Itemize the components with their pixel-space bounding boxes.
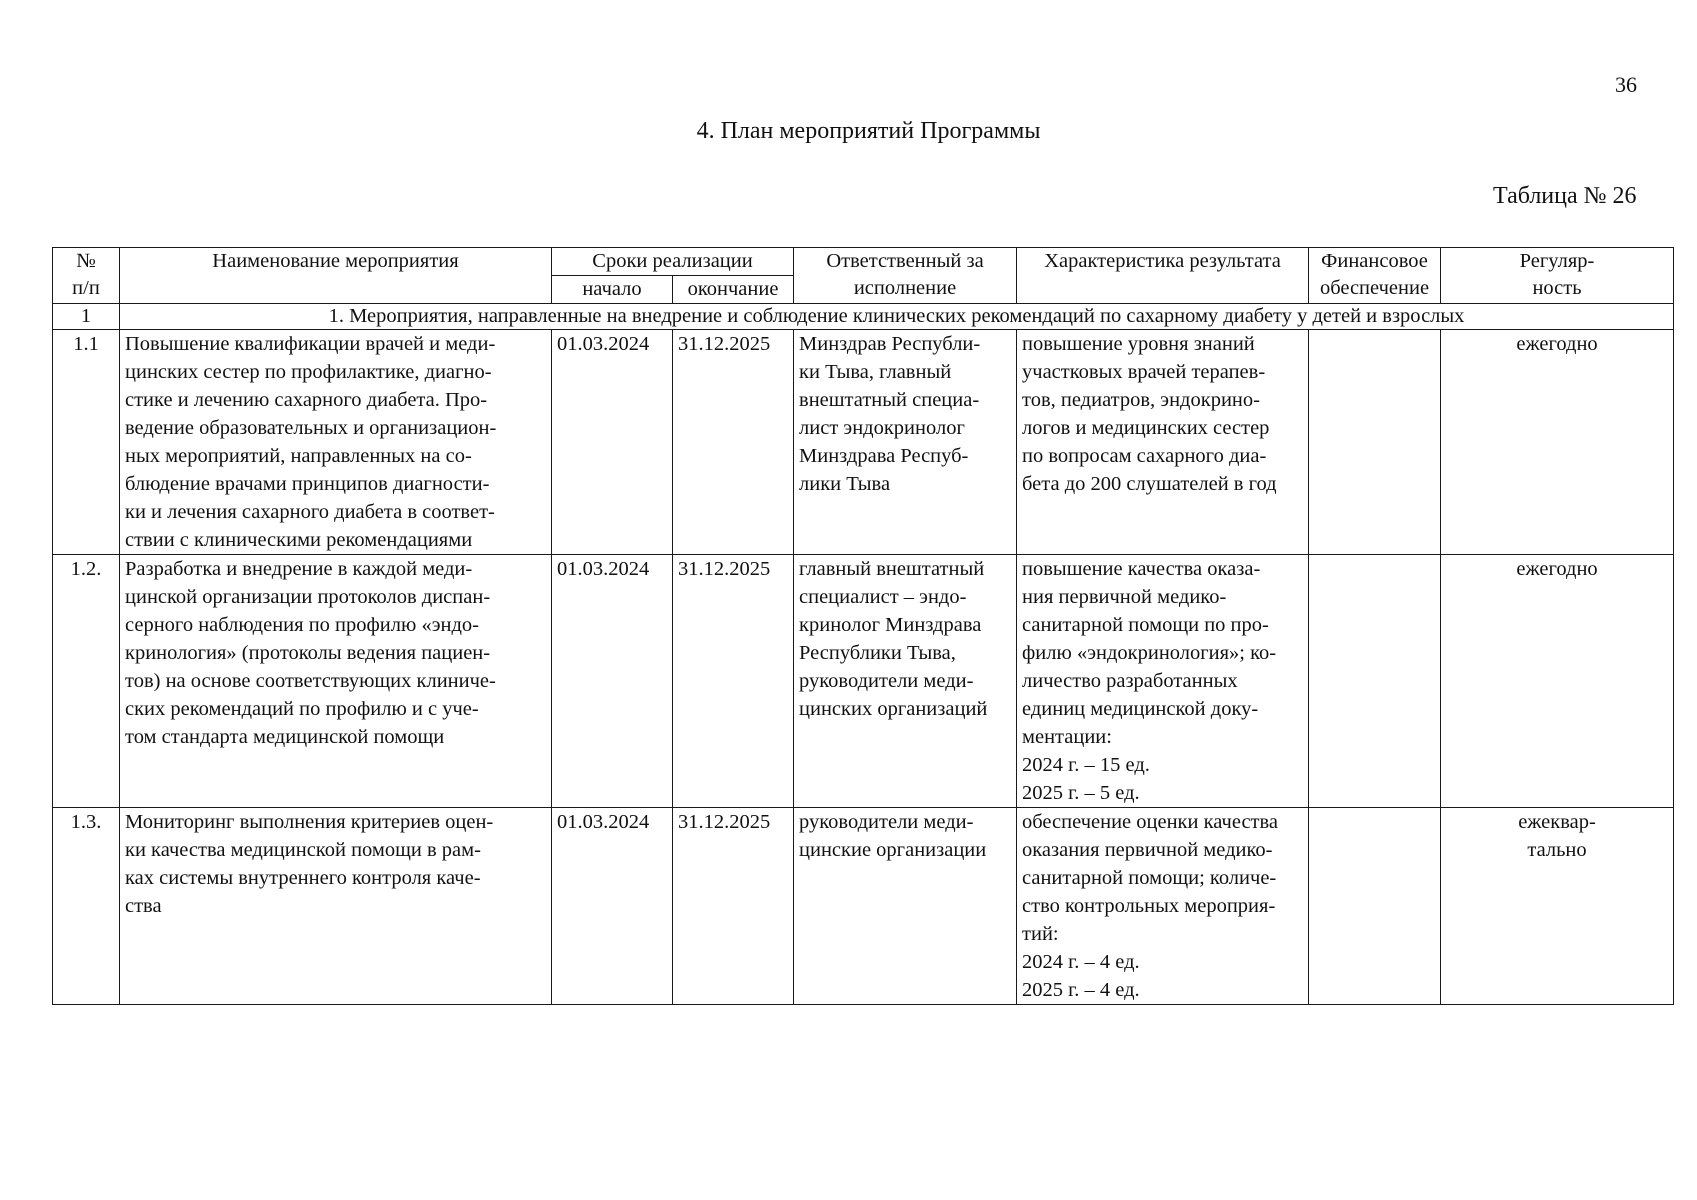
- row-responsible: Минздрав Республи- ки Тыва, главный внештатный специа- лист эндокринолог Минздрава Респуб- лики Тыва: [794, 330, 1017, 555]
- row-finance: [1309, 808, 1441, 1005]
- header-regularity: Регуляр- ность: [1441, 248, 1674, 304]
- header-end: окончание: [673, 276, 794, 304]
- row-end-date: 31.12.2025: [673, 808, 794, 1005]
- row-start-date: 01.03.2024: [552, 555, 673, 808]
- row-regularity: ежегодно: [1441, 330, 1674, 555]
- header-start: начало: [552, 276, 673, 304]
- header-num: № п/п: [53, 248, 120, 304]
- header-terms: Сроки реализации: [552, 248, 794, 276]
- row-finance: [1309, 555, 1441, 808]
- row-result: повышение качества оказа- ния первичной медико- санитарной помощи по про- филю «эндокринология»; ко- личество разработанных единиц медицинской доку- ментации: 2024 г. – 15 ед. 2025 г. – 5 ед.: [1017, 555, 1309, 808]
- page-number: 36: [1615, 72, 1637, 97]
- row-num: 1.3.: [53, 808, 120, 1005]
- table-row: [53, 808, 1674, 1005]
- table-row: [53, 330, 1674, 555]
- row-num: 1.1: [53, 330, 120, 555]
- section-title-cell: 1. Мероприятия, направленные на внедрение и соблюдение клинических рекомендаций по сахарному диабету у детей и взрослых: [120, 304, 1674, 330]
- row-responsible: руководители меди- цинские организации: [794, 808, 1017, 1005]
- row-name: Разработка и внедрение в каждой меди- цинской организации протоколов диспан- серного наблюдения по профилю «эндо- кринология» (протоколы ведения пациен- тов) на основе соответствующих клиниче- ских рекомендаций по профилю и с уче- том стандарта медицинской помощи: [120, 555, 552, 808]
- row-num: 1.2.: [53, 555, 120, 808]
- header-row: [53, 248, 1674, 276]
- row-result: обеспечение оценки качества оказания первичной медико- санитарной помощи; количе- ство контрольных мероприя- тий: 2024 г. – 4 ед. 2025 г. – 4 ед.: [1017, 808, 1309, 1005]
- row-name: Повышение квалификации врачей и меди- цинских сестер по профилактике, диагно- стике и лечению сахарного диабета. Про- ведение образовательных и организацион- ных мероприятий, направленных на со- блюдение врачами принципов диагности- ки и лечения сахарного диабета в соответ- ствии с клиническими рекомендациями: [120, 330, 552, 555]
- header-finance: Финансовое обеспечение: [1309, 248, 1441, 304]
- row-end-date: 31.12.2025: [673, 555, 794, 808]
- section-row: [53, 304, 1674, 330]
- row-start-date: 01.03.2024: [552, 330, 673, 555]
- row-end-date: 31.12.2025: [673, 330, 794, 555]
- row-regularity: ежегодно: [1441, 555, 1674, 808]
- header-name: Наименование мероприятия: [120, 248, 552, 304]
- row-name: Мониторинг выполнения критериев оцен- ки качества медицинской помощи в рам- ках системы внутреннего контроля каче- ства: [120, 808, 552, 1005]
- row-finance: [1309, 330, 1441, 555]
- header-result: Характеристика результата: [1017, 248, 1309, 304]
- section-title: 4. План мероприятий Программы: [696, 118, 1041, 144]
- header-responsible: Ответственный за исполнение: [794, 248, 1017, 304]
- row-start-date: 01.03.2024: [552, 808, 673, 1005]
- action-plan-table: [52, 247, 1674, 1005]
- row-responsible: главный внештатный специалист – эндо- кринолог Минздрава Республики Тыва, руководители меди- цинских организаций: [794, 555, 1017, 808]
- table-caption: Таблица № 26: [1493, 183, 1637, 209]
- row-regularity: ежеквар- тально: [1441, 808, 1674, 1005]
- row-result: повышение уровня знаний участковых врачей терапев- тов, педиатров, эндокрино- логов и медицинских сестер по вопросам сахарного диа- бета до 200 слушателей в год: [1017, 330, 1309, 555]
- section-num: 1: [53, 304, 120, 330]
- table-row: [53, 555, 1674, 808]
